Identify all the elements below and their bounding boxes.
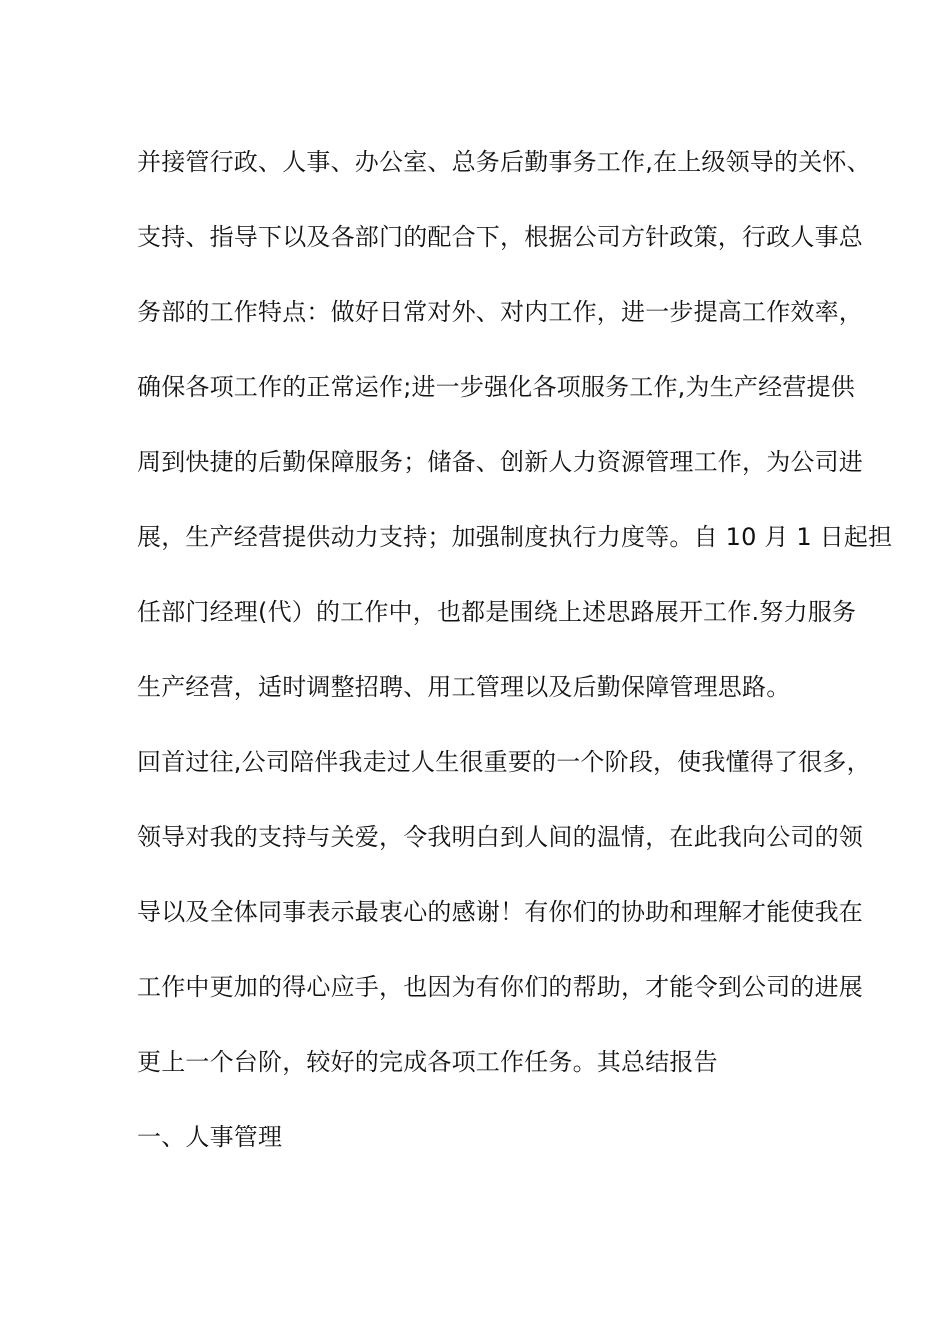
paragraph-line: 务部的工作特点：做好日常对外、对内工作，进一步提高工作效率， bbox=[137, 298, 863, 326]
paragraph-line: 展，生产经营提供动力支持；加强制度执行力度等。自 10 月 1 日起担 bbox=[137, 523, 893, 551]
paragraph-line: 回首过往,公司陪伴我走过人生很重要的一个阶段，使我懂得了很多， bbox=[137, 748, 871, 776]
paragraph-line: 生产经营，适时调整招聘、用工管理以及后勤保障管理思路。 bbox=[137, 673, 791, 701]
section-heading: 一、人事管理 bbox=[137, 1123, 283, 1151]
paragraph-line: 周到快捷的后勤保障服务；储备、创新人力资源管理工作，为公司进 bbox=[137, 448, 863, 476]
paragraph-line: 支持、指导下以及各部门的配合下，根据公司方针政策，行政人事总 bbox=[137, 223, 863, 251]
paragraph-line: 并接管行政、人事、办公室、总务后勤事务工作,在上级领导的关怀、 bbox=[137, 148, 871, 176]
paragraph-line: 更上一个台阶，较好的完成各项工作任务。其总结报告 bbox=[137, 1048, 718, 1076]
paragraph-line: 确保各项工作的正常运作;进一步强化各项服务工作,为生产经营提供 bbox=[137, 373, 855, 401]
paragraph-line: 导以及全体同事表示最衷心的感谢！有你们的协助和理解才能使我在 bbox=[137, 898, 863, 926]
paragraph-line: 领导对我的支持与关爱，令我明白到人间的温情，在此我向公司的领 bbox=[137, 823, 863, 851]
paragraph-line: 工作中更加的得心应手，也因为有你们的帮助，才能令到公司的进展 bbox=[137, 973, 863, 1001]
paragraph-line: 任部门经理(代）的工作中，也都是围绕上述思路展开工作.努力服务 bbox=[137, 598, 857, 626]
